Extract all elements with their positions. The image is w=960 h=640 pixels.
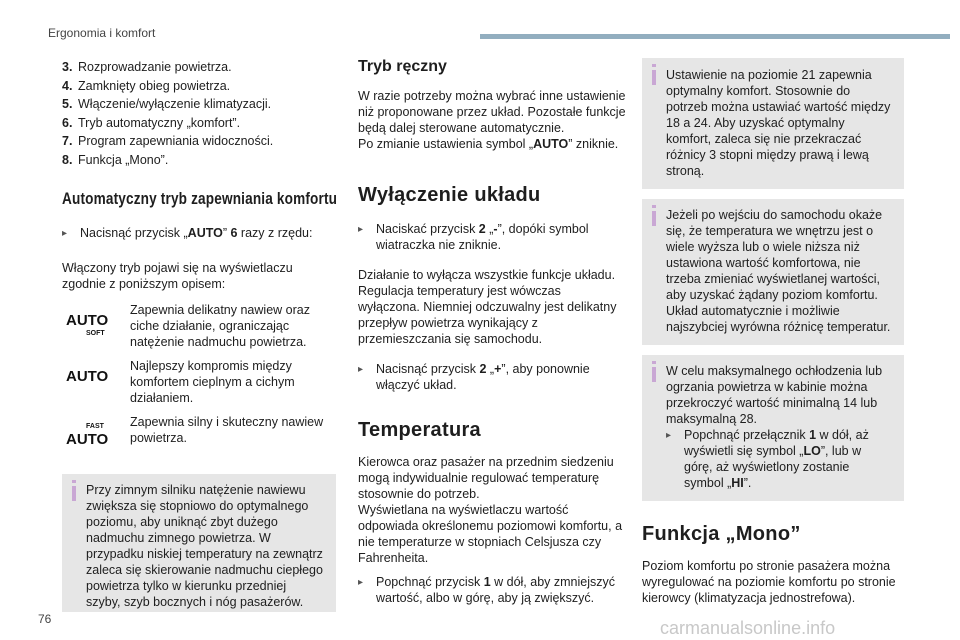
mono-text: Poziom komfortu po stronie pasażera można wyregulować na poziomie komfortu po stronie kierowcy (klimatyzacja jednostrefowa). xyxy=(642,559,896,605)
temperature-text: Kierowca oraz pasażer na przednim siedzeniu mogą indywidualnie regulować temperaturę stosownie do potrzeb. xyxy=(358,455,614,501)
svg-text:AUTO: AUTO xyxy=(66,431,109,448)
list-item: 7. Program zapewniania widoczności. xyxy=(62,134,274,148)
manual-mode-text: W razie potrzeby można wybrać inne ustawienie niż proponowane przez układ. Pozostałe funkcje będą dalej sterowane automatycznie. xyxy=(358,89,626,135)
arrow-bullet-icon: ▸ xyxy=(358,577,364,588)
mode-auto-soft xyxy=(62,302,336,350)
info-icon xyxy=(72,486,76,501)
auto-icon xyxy=(62,358,116,396)
auto-soft-icon xyxy=(62,302,116,340)
mode-description: Najlepszy kompromis między komfortem cieplnym a cichym działaniem. xyxy=(130,359,295,405)
arrow-bullet-icon: ▸ xyxy=(358,364,364,375)
on-instruction: ▸ Nacisnąć przycisk 2 „+”, aby ponownie włączyć układ. xyxy=(358,362,590,392)
info-icon xyxy=(652,70,656,85)
list-item: 3. Rozprowadzanie powietrza. xyxy=(62,60,232,74)
system-off-heading: Wyłączenie układu xyxy=(358,184,541,206)
manual-mode-heading: Tryb ręczny xyxy=(358,58,447,75)
mono-heading: Funkcja „Mono” xyxy=(642,523,801,545)
watermark: carmanualsonline.info xyxy=(660,618,836,638)
svg-text:AUTO: AUTO xyxy=(66,368,109,385)
manual-mode-text-2: Po zmianie ustawienia symbol „AUTO” zniknie. xyxy=(358,137,619,151)
arrow-bullet-icon: ▸ xyxy=(666,430,672,441)
mode-auto-fast xyxy=(62,414,336,452)
auto-fast-icon xyxy=(62,414,116,452)
section-title: Ergonomia i komfort xyxy=(48,26,156,40)
svg-text:FAST: FAST xyxy=(86,423,104,430)
control-list xyxy=(62,58,336,169)
info-icon xyxy=(652,367,656,382)
info-icon xyxy=(652,211,656,226)
max-cooling-note: W celu maksymalnego ochłodzenia lub ogrzania powietrza w kabinie można przekroczyć wartość minimalną 14 lub maksymalną 28. ▸ Popchnąć przełącznik 1 w dół, aż wyświetli się symbol „LO”, lub w górę, aż wyświetlony zostanie symbol „HI”. xyxy=(642,355,904,501)
column-2 xyxy=(358,58,626,606)
list-item: 6. Tryb automatyczny „komfort”. xyxy=(62,115,241,130)
auto-press-instruction: ▸ Nacisnąć przycisk „AUTO” 6 razy z rzędu: xyxy=(62,226,313,240)
temperature-instruction: ▸ Popchnąć przycisk 1 w dół, aby zmniejszyć wartość, albo w górę, aby ją zwiększyć. xyxy=(358,575,615,605)
list-item: 8. Funkcja „Mono”. xyxy=(62,152,169,167)
arrow-bullet-icon: ▸ xyxy=(358,224,364,235)
lo-hi-instruction: ▸ Popchnąć przełącznik 1 w dół, aż wyświetli się symbol „LO”, lub w górę, aż wyświetlony zostanie symbol „HI”. xyxy=(666,428,869,490)
svg-text:AUTO: AUTO xyxy=(66,312,109,329)
list-item: 4. Zamknięty obieg powietrza. xyxy=(62,78,231,93)
arrow-bullet-icon: ▸ xyxy=(62,228,68,239)
cold-engine-note: Przy zimnym silniku natężenie nawiewu zwiększa się stopniowo do optymalnego poziomu, aby uniknąć zbyt dużego nadmuchu zimnego powietrza. W przypadku niskiej temperatury na zewnątrz zaleca się skierowanie nadmuchu ciepłego powietrza tylko w kierunku przedniej szyby, szyb bocznych i nóg pasażerów. xyxy=(62,474,336,612)
off-instruction: ▸ Naciskać przycisk 2 „-”, dopóki symbol wiatraczka nie zniknie. xyxy=(358,222,589,252)
column-1 xyxy=(62,58,336,612)
mode-description: Zapewnia silny i skuteczny nawiew powietrza. xyxy=(130,415,324,445)
off-description: Działanie to wyłącza wszystkie funkcje układu. Regulacja temperatury jest wówczas wyłączona. Niemniej odczuwalny jest delikatny przepływ powietrza wynikający z przemieszczania się samochodu. xyxy=(358,268,617,346)
list-item: 5. Włączenie/wyłączenie klimatyzacji. xyxy=(62,97,272,111)
temperature-difference-note: Jeżeli po wejściu do samochodu okaże się, że temperatura we wnętrzu jest o wiele wyższa lub o wiele niższa niż ustawiona wartość komfortowa, nie trzeba zmieniać wyświetlanej wartości, aby uzyskać żądany poziom komfortu. Układ automatycznie i możliwie najszybciej wyrówna różnicę temperatur. xyxy=(642,199,904,345)
header-rule xyxy=(480,34,950,39)
temperature-heading: Temperatura xyxy=(358,419,481,441)
page-number: 76 xyxy=(38,612,52,626)
optimal-setting-note: Ustawienie na poziomie 21 zapewnia optymalny komfort. Stosownie do potrzeb można ustawiać wartość między 18 a 24. Aby uzyskać optymalny komfort, zaleca się nie przekraczać różnicy 3 stopni między prawą i lewą stroną. xyxy=(642,58,904,189)
auto-mode-heading: Automatyczny tryb zapewniania komfortu xyxy=(62,189,338,208)
svg-text:SOFT: SOFT xyxy=(86,330,105,337)
temperature-text-2: Wyświetlana na wyświetlaczu wartość odpowiada określonemu poziomowi komfortu, a nie temperaturze w stopniach Celsjusza czy Fahrenheita. xyxy=(358,503,623,565)
auto-intro-text: Włączony tryb pojawi się na wyświetlaczu zgodnie z poniższym opisem: xyxy=(62,261,293,291)
mode-description: Zapewnia delikatny nawiew oraz ciche działanie, ograniczając natężenie nadmuchu powietrza. xyxy=(130,303,310,349)
column-3 xyxy=(642,58,904,606)
mode-auto xyxy=(62,358,336,406)
